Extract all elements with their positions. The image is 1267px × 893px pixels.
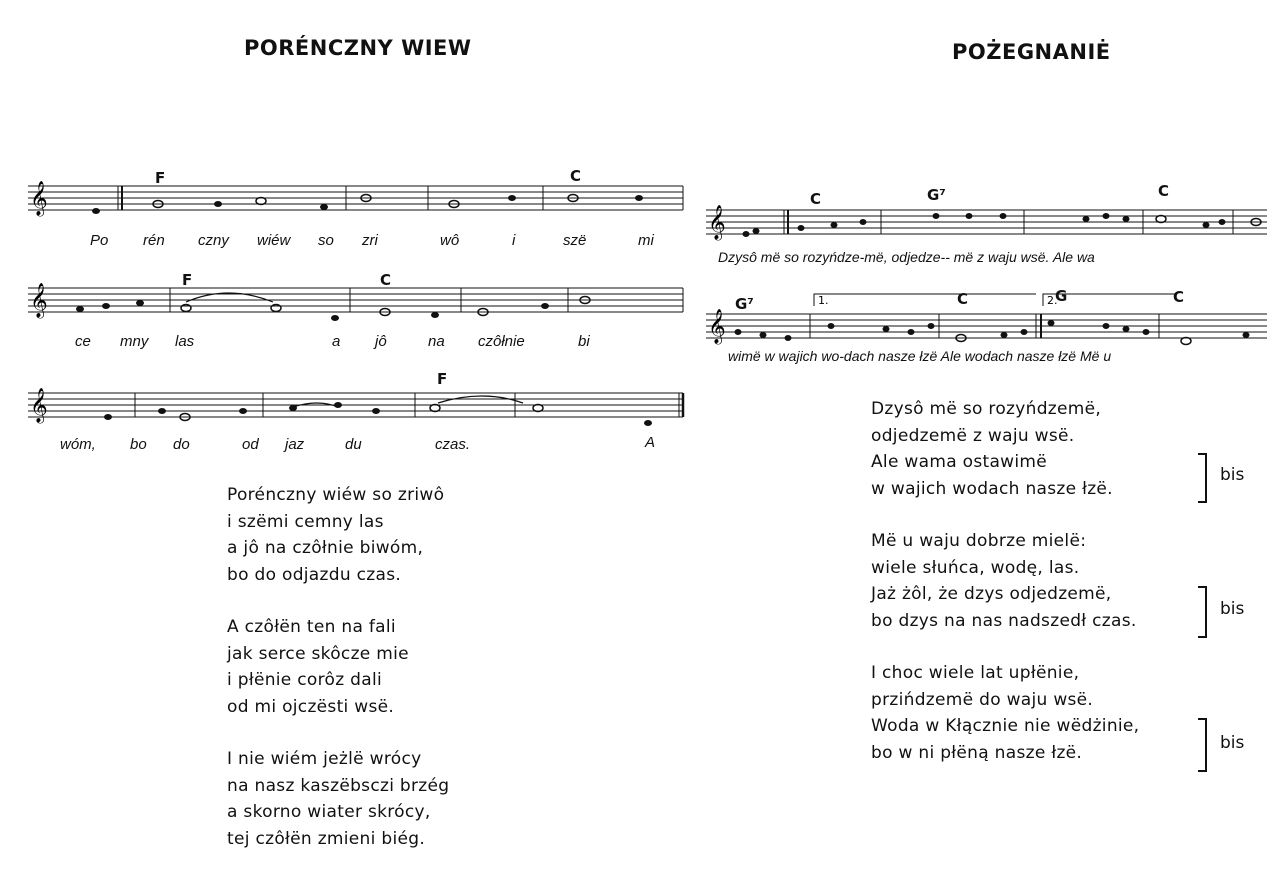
verse-line: A czôłën ten na fali bbox=[227, 617, 396, 637]
lyric-syllable: czas. bbox=[435, 436, 471, 453]
chord-g7: G⁷ bbox=[927, 186, 946, 204]
chord-c: C bbox=[1173, 288, 1185, 306]
chord-f: F bbox=[437, 370, 448, 388]
chord-c: C bbox=[380, 271, 392, 289]
lyric-syllable: jô bbox=[375, 333, 387, 350]
staff-1-row-2 bbox=[28, 280, 688, 320]
lyric-syllable: mny bbox=[120, 333, 149, 350]
lyric-syllable: na bbox=[428, 333, 445, 350]
verse-line: Dzysô më so rozyńdzemë, bbox=[871, 399, 1102, 419]
stanza bbox=[227, 746, 449, 852]
verse-line: Më u waju dobrze mielë: bbox=[871, 531, 1087, 551]
song-title-pozegnanie: POŻEGNANIĖ bbox=[952, 40, 1111, 64]
bis-bracket bbox=[1198, 718, 1207, 772]
stanza bbox=[871, 660, 1139, 766]
verse-line: tej czôłën zmieni biég. bbox=[227, 828, 426, 849]
verse-line: Porénczny wiéw so zriwô bbox=[227, 485, 445, 505]
verse-line: a jô na czôłnie biwóm, bbox=[227, 538, 424, 558]
verse-line: w wajich wodach nasze łzë. bbox=[871, 478, 1113, 499]
svg-text:𝄞: 𝄞 bbox=[30, 388, 48, 423]
stanza bbox=[227, 614, 449, 720]
verse-line: bo do odjazdu czas. bbox=[227, 564, 402, 585]
chord-f: F bbox=[155, 169, 166, 187]
lyric-syllable: od bbox=[242, 436, 259, 453]
chord-c: C bbox=[570, 167, 582, 185]
verse-line: I nie wiém jeżlë wrócy bbox=[227, 749, 422, 769]
bis-bracket bbox=[1198, 586, 1207, 638]
lyric-syllable: do bbox=[173, 436, 190, 453]
lyric-syllable: bo bbox=[130, 436, 147, 453]
stanza bbox=[871, 396, 1139, 502]
verse-line: odjedzemë z waju wsë. bbox=[871, 425, 1075, 446]
verse-line: Ale wama ostawimë bbox=[871, 452, 1048, 472]
bis-label: bis bbox=[1220, 733, 1245, 753]
verse-line: I choc wiele lat upłënie, bbox=[871, 663, 1080, 683]
lyric-syllable: du bbox=[345, 436, 362, 453]
verse-line: Jaż żôl, że dzys odjedzemë, bbox=[871, 584, 1112, 604]
lyric-syllable: wóm, bbox=[60, 436, 96, 453]
staff-2-row-1 bbox=[706, 202, 1267, 242]
song-1-verses bbox=[227, 482, 449, 878]
lyric-syllable: Po bbox=[90, 232, 109, 249]
bis-label: bis bbox=[1220, 465, 1245, 485]
lyric-line: Dzysô më so rozyńdze-më, odjedze-- më z waju wsë. Ale wa bbox=[718, 249, 1095, 265]
verse-line: i płënie corôz dali bbox=[227, 670, 383, 690]
verse-line: na nasz kaszëbsczi brzég bbox=[227, 775, 450, 796]
chord-f: F bbox=[182, 271, 193, 289]
lyric-syllable: wô bbox=[440, 232, 460, 249]
song-2-verses bbox=[871, 396, 1139, 792]
lyric-syllable: jaz bbox=[285, 436, 305, 453]
fine-mark: A bbox=[645, 434, 656, 451]
lyric-line: wimë w wajich wo-dach nasze łzë Ale wodach nasze łzë Më u bbox=[728, 348, 1112, 364]
verse-line: przińdzemë do waju wsë. bbox=[871, 689, 1094, 710]
chord-g7: G⁷ bbox=[735, 295, 754, 313]
svg-text:𝄞: 𝄞 bbox=[30, 181, 48, 216]
stanza bbox=[871, 528, 1139, 634]
lyric-syllable: wiéw bbox=[257, 232, 291, 249]
lyric-syllable: czôłnie bbox=[478, 333, 525, 350]
lyric-syllable: szë bbox=[563, 232, 587, 249]
staff-1-row-3 bbox=[28, 385, 688, 425]
verse-line: wiele słuńca, wodę, las. bbox=[871, 557, 1080, 578]
lyric-syllable: mi bbox=[638, 232, 654, 249]
lyric-syllable: zri bbox=[362, 232, 378, 249]
svg-text:𝄞: 𝄞 bbox=[708, 309, 726, 344]
lyric-syllable: las bbox=[175, 333, 195, 350]
verse-line: Woda w Kłącznie nie wëdżinie, bbox=[871, 716, 1140, 736]
verse-line: bo dzys na nas nadszedł czas. bbox=[871, 610, 1137, 631]
bis-bracket bbox=[1198, 453, 1207, 503]
volta-1: 1. bbox=[818, 294, 829, 307]
lyric-syllable: bi bbox=[578, 333, 590, 350]
verse-line: i szëmi cemny las bbox=[227, 511, 384, 532]
song-title-porenczny-wiew: PORÉNCZNY WIEW bbox=[244, 36, 472, 60]
chord-c: C bbox=[810, 190, 822, 208]
lyric-syllable: a bbox=[332, 333, 341, 350]
verse-line: od mi ojczësti wsë. bbox=[227, 696, 395, 717]
svg-text:𝄞: 𝄞 bbox=[708, 205, 726, 240]
chord-c: C bbox=[1158, 182, 1170, 200]
stanza bbox=[227, 482, 449, 588]
chord-g: G bbox=[1055, 287, 1068, 305]
lyric-syllable: i bbox=[512, 232, 516, 249]
volta-2: 2. bbox=[1047, 294, 1058, 307]
verse-line: jak serce skôcze mie bbox=[227, 643, 409, 664]
bis-label: bis bbox=[1220, 599, 1245, 619]
staff-1-row-1 bbox=[28, 178, 688, 218]
chord-c: C bbox=[957, 290, 969, 308]
lyric-syllable: ce bbox=[75, 333, 91, 350]
verse-line: bo w ni płëną nasze łzë. bbox=[871, 742, 1083, 763]
lyric-syllable: rén bbox=[143, 232, 165, 249]
lyric-syllable: czny bbox=[198, 232, 229, 249]
verse-line: a skorno wiater skrócy, bbox=[227, 802, 431, 822]
svg-text:𝄞: 𝄞 bbox=[30, 283, 48, 318]
lyric-syllable: so bbox=[318, 232, 334, 249]
